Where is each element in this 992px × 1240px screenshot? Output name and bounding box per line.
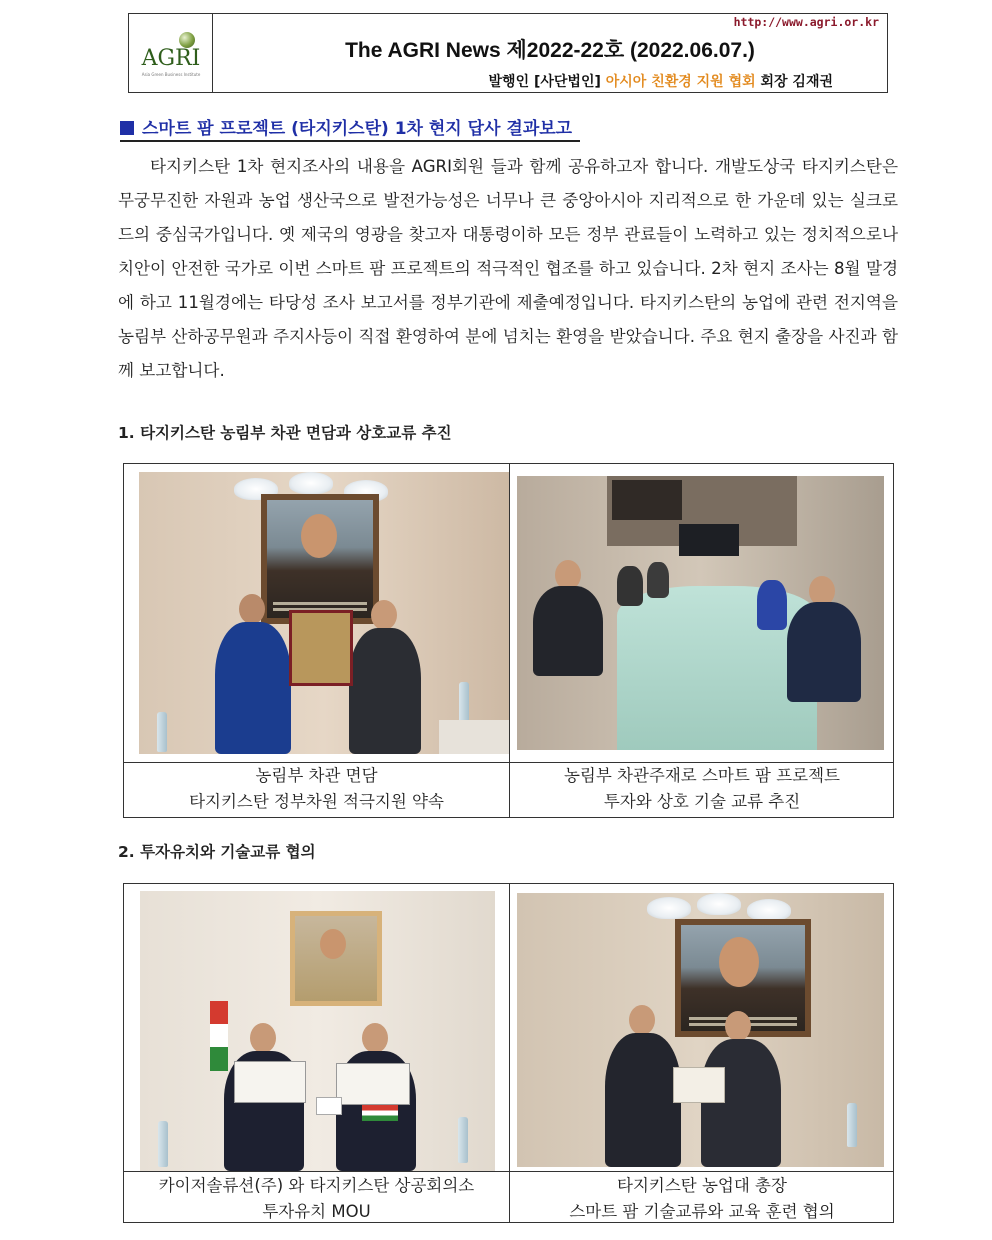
photo-plaque-presentation (139, 472, 509, 754)
publisher-org: 아시아 친환경 지원 협회 (605, 74, 756, 90)
caption-2-1: 카이저솔류션(주) 와 타지키스탄 상공회의소 투자유치 MOU (158, 1176, 475, 1221)
caption-1-1: 농림부 차관 면담 타지키스탄 정부차원 적극지원 약속 (189, 766, 444, 811)
publisher-suffix: 회장 김재권 (755, 74, 833, 90)
publisher-line (489, 71, 833, 91)
caption-1-2: 농림부 차관주재로 스마트 팜 프로젝트 투자와 상호 기술 교류 추진 (563, 766, 840, 811)
photo-table-1 (123, 463, 894, 818)
photo-table-2 (123, 883, 894, 1223)
subsection-heading-2: 2. 투자유치와 기술교류 협의 (118, 843, 316, 861)
logo-text: AGRI (141, 46, 201, 71)
logo-subtitle: Asia Green Business Institute (141, 72, 201, 77)
photo-meeting-table (517, 476, 884, 750)
publisher-prefix: 발행인 [사단법인] (488, 74, 606, 90)
report-paragraph: 타지키스탄 1차 현지조사의 내용을 AGRI회원 들과 함께 공유하고자 합니다. 개발도상국 타지키스탄은 무궁무진한 자원과 농업 생산국으로 발전가능성은 너무나 큰 중앙아시아 지리적으로 한 가운데 있는 실크로드의 중심국가입니다. 옛 제국의 영광을 찾고자 대통령이하 모든 정부 관료들이 노력하고 있는 정치적으로나 치안이 안전한 국가로 이번 스마트 팜 프로젝트의 적극적인 협조를 하고 있습니다. 2차 현지 조사는 8월 말경에 하고 11월경에는 타당성 조사 보고서를 정부기관에 제출예정입니다. 타지키스탄의 농업에 관련 전지역을 농림부 산하공무원과 주지사등이 직접 환영하여 분에 넘치는 환영을 받았습니다. 주요 현지 출장을 사진과 함께 보고합니다. (118, 157, 898, 380)
subsection-heading-1: 1. 타지키스탄 농림부 차관 면담과 상호교류 추진 (118, 424, 452, 442)
newsletter-header (128, 13, 888, 93)
photo-university-president (517, 893, 884, 1167)
caption-2-2: 타지키스탄 농업대 총장 스마트 팜 기술교류와 교육 훈련 협의 (569, 1176, 835, 1221)
agri-logo (129, 14, 213, 92)
section-title (120, 114, 580, 142)
photo-mou-signing (140, 891, 495, 1171)
section-title-text: 스마트 팜 프로젝트 (타지키스탄) 1차 현지 답사 결과보고 (142, 119, 573, 139)
website-link[interactable]: http://www.agri.or.kr (733, 15, 879, 29)
newsletter-title: The AGRI News 제2022-22호 (2022.06.07.) (345, 39, 755, 62)
square-bullet-icon (120, 121, 134, 135)
